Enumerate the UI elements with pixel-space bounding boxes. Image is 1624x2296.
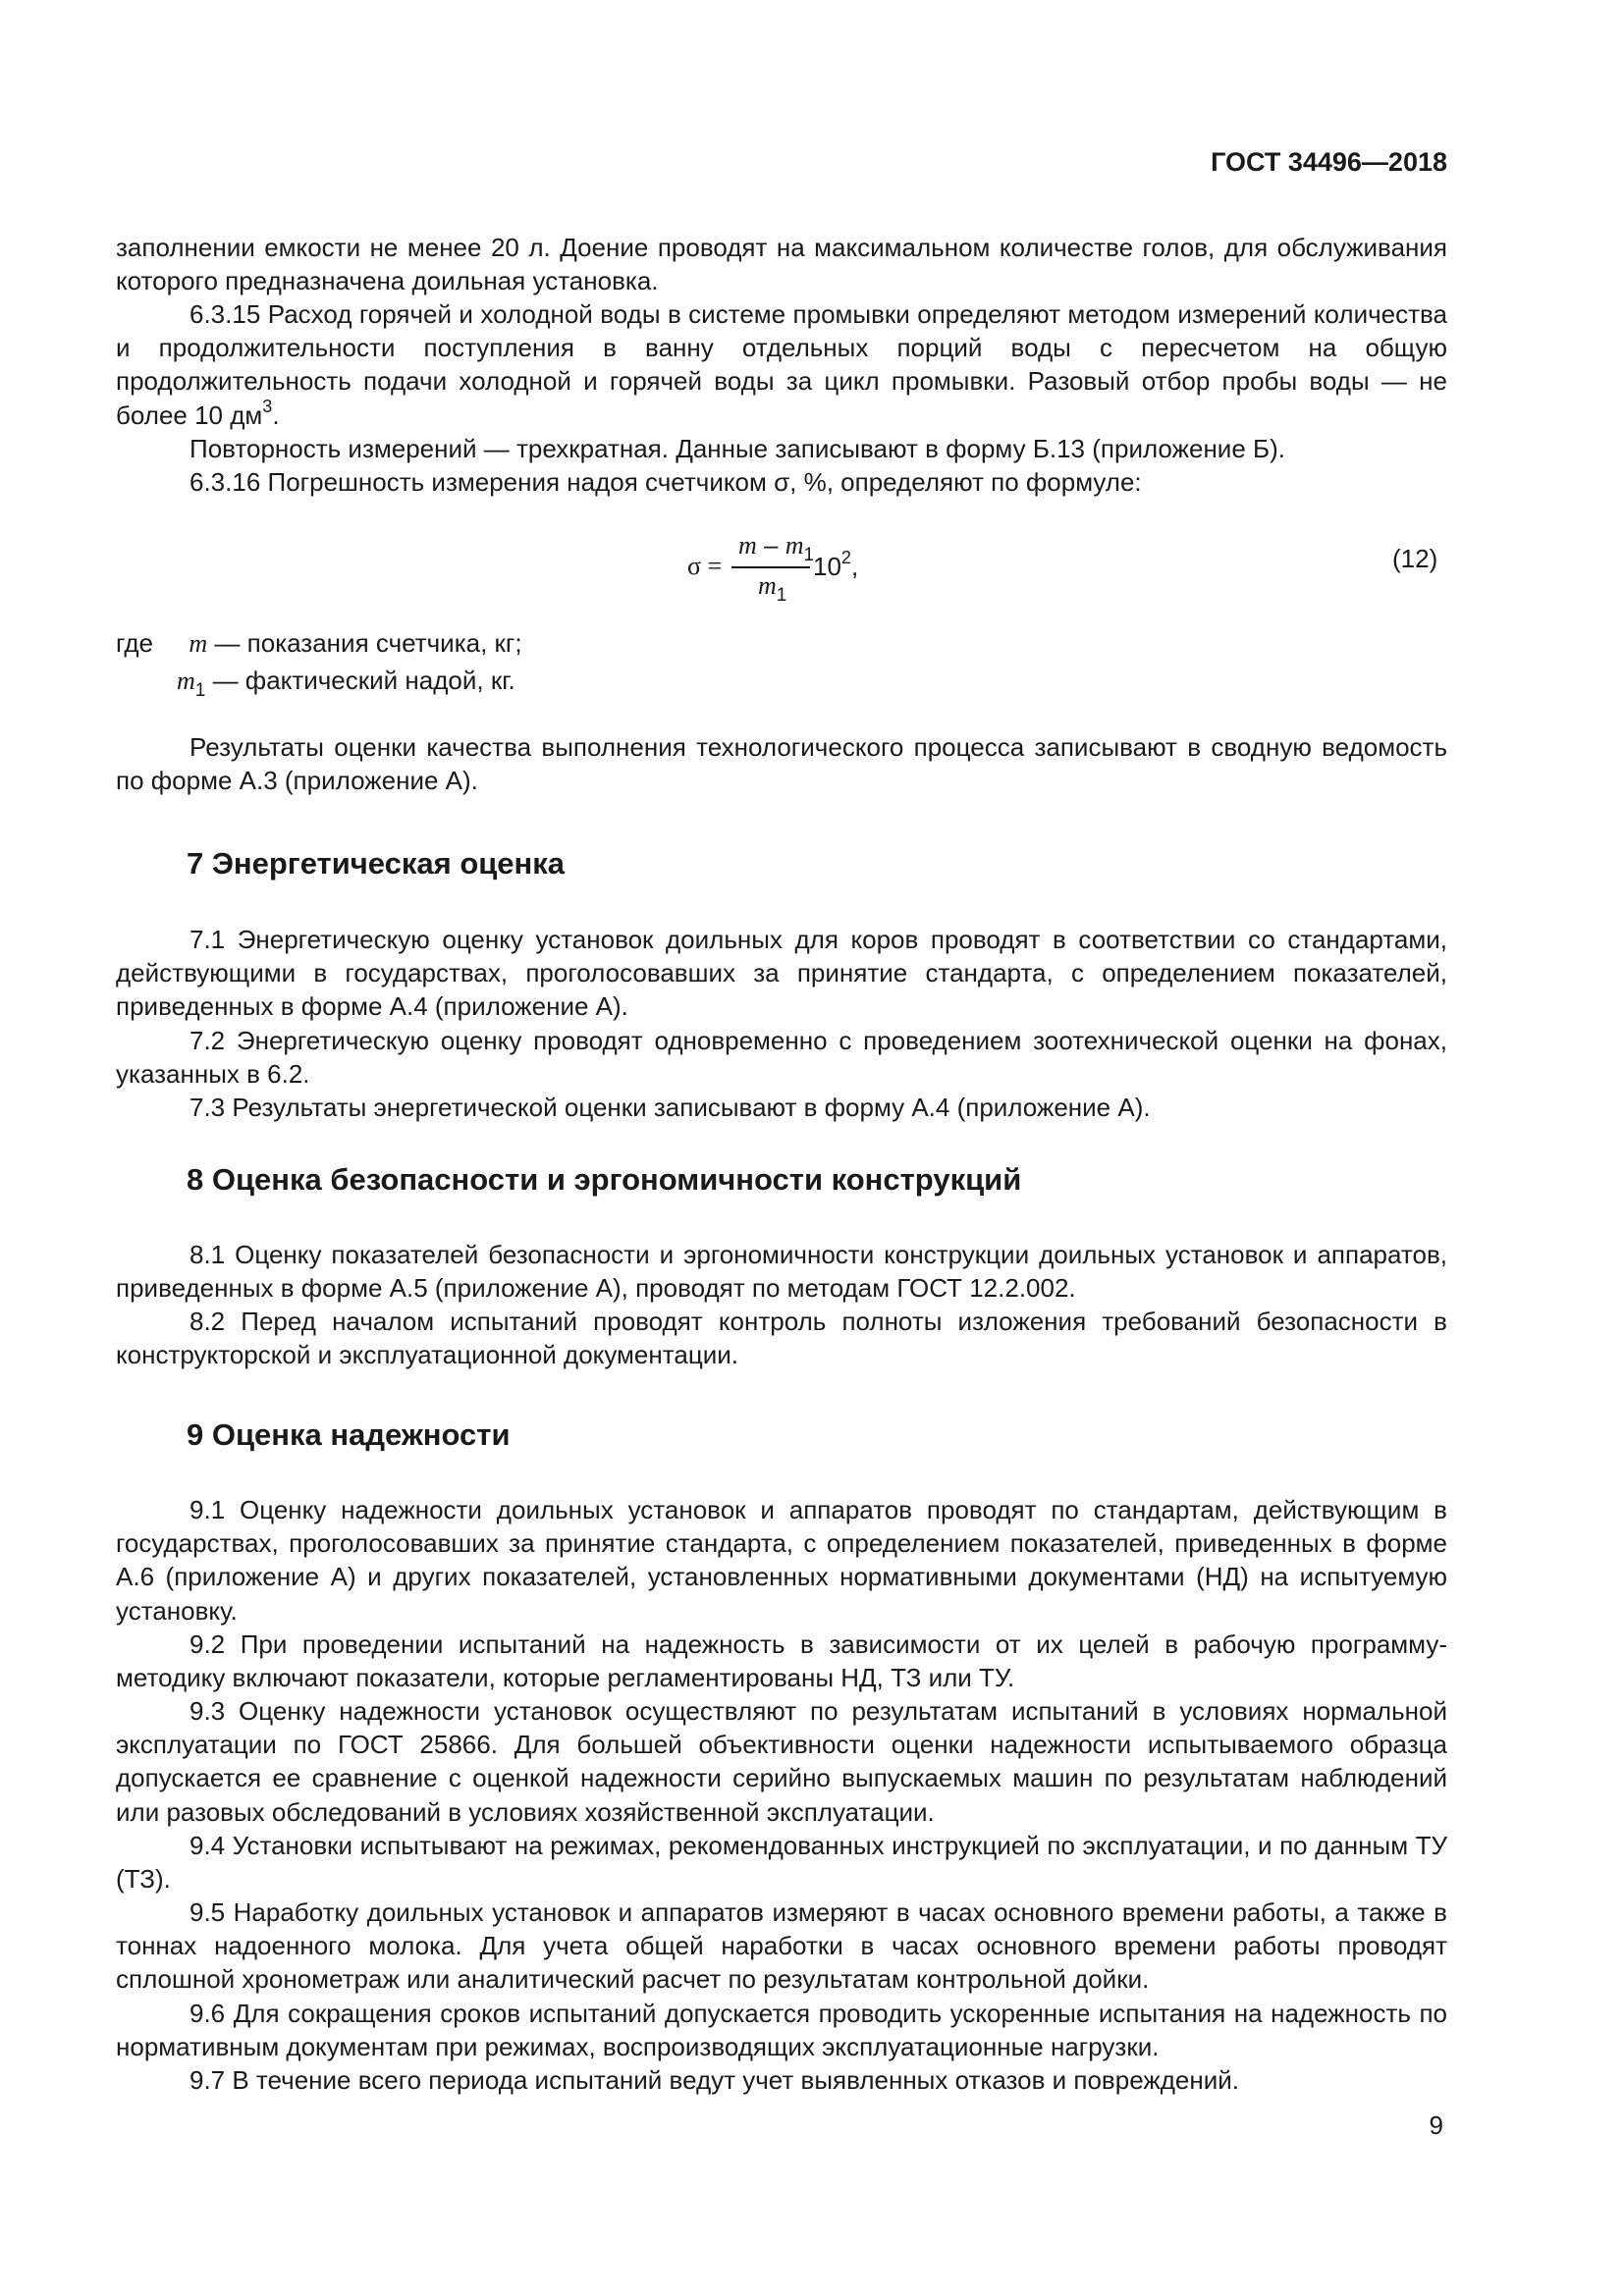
formula-number: (12) bbox=[1392, 544, 1438, 573]
paragraph-8-1: 8.1 Оценку показателей безопасности и эргономичности конструкции доильных установок и аппаратов, приведенных в форме А.5 (приложение А), проводят по методам ГОСТ 12.2.002. bbox=[116, 1240, 1447, 1304]
document-code-header: ГОСТ 34496—2018 bbox=[1211, 147, 1447, 177]
paragraph-6-3-16: 6.3.16 Погрешность измерения надоя счетчиком σ, %, определяют по формуле: bbox=[189, 467, 1142, 497]
where-line-1 bbox=[116, 626, 522, 661]
formula-num-minus: – bbox=[756, 530, 785, 560]
formula-factor-base: 10 bbox=[813, 552, 841, 581]
paragraph-intro: заполнении емкости не менее 20 л. Доение проводят на максимальном количестве голов, для обслуживания которого предназначена доильная установка. bbox=[116, 233, 1447, 296]
paragraph-8-2: 8.2 Перед началом испытаний проводят контроль полноты изложения требований безопасности в конструкторской и эксплуатационной документации. bbox=[116, 1307, 1447, 1370]
formula-12 bbox=[687, 530, 943, 609]
formula-lhs: σ = bbox=[687, 552, 723, 580]
formula-den-sub: 1 bbox=[776, 585, 787, 606]
paragraph-9-7: 9.7 В течение всего периода испытаний ведут учет выявленных отказов и повреждений. bbox=[189, 2065, 1240, 2095]
where-m-var: m bbox=[189, 629, 208, 658]
formula-numerator bbox=[738, 530, 815, 565]
where-m1-sub: 1 bbox=[194, 680, 206, 701]
formula-denominator bbox=[758, 570, 787, 606]
paragraph-7-1: 7.1 Энергетическую оценку установок доильных для коров проводят в соответствии со стандартами, действующими в государствах, проголосовавших за принятие стандарта, с определением показателей, приведенных в форме А.4 (приложение А). bbox=[116, 925, 1447, 1022]
paragraph-9-4: 9.4 Установки испытывают на режимах, рекомендованных инструкцией по эксплуатации, и по данным ТУ (ТЗ). bbox=[116, 1831, 1447, 1895]
formula-num-sub: 1 bbox=[803, 545, 815, 565]
paragraph-6-3-15 bbox=[116, 297, 1447, 435]
formula-trail: , bbox=[850, 552, 859, 581]
where-line-2 bbox=[177, 664, 515, 701]
section-8-title: 8 Оценка безопасности и эргономичности конструкций bbox=[187, 1162, 1022, 1197]
paragraph-9-3: 9.3 Оценку надежности установок осуществляют по результатам испытаний в условиях нормальной эксплуатации по ГОСТ 25866. Для большей объективности оценки надежности испытываемого образца допускается ее сравнение с оценкой надежности серийно выпускаемых машин по результатам наблюдений или разовых обследований в условиях хозяйственной эксплуатации. bbox=[116, 1696, 1447, 1827]
formula-num-var: m bbox=[738, 531, 757, 560]
where-m1-var: m bbox=[177, 667, 195, 695]
paragraph-9-6: 9.6 Для сокращения сроков испытаний допускается проводить ускоренные испытания на надежность по нормативным документам при режимах, воспроизводящих эксплуатационные нагрузки. bbox=[116, 1999, 1447, 2062]
formula-factor bbox=[813, 548, 859, 582]
paragraph-9-5: 9.5 Наработку доильных установок и аппаратов измеряют в часах основного времени работы, а также в тоннах надоенного молока. Для учета общей наработки в часах основного времени работы проводят сплошной хронометраж или аналитический расчет по результатам контрольной дойки. bbox=[116, 1897, 1447, 1995]
paragraph-7-3: 7.3 Результаты энергетической оценки записывают в форму А.4 (приложение А). bbox=[189, 1093, 1151, 1122]
fraction-line bbox=[731, 566, 810, 568]
where-m1-desc: — фактический надой, кг. bbox=[205, 666, 515, 695]
formula-den-var: m bbox=[758, 571, 777, 600]
paragraph-7-2: 7.2 Энергетическую оценку проводят одновременно с проведением зоотехнической оценки на фонах, указанных в 6.2. bbox=[116, 1026, 1447, 1090]
section-9-title: 9 Оценка надежности bbox=[187, 1417, 511, 1452]
paragraph-6-3-15-end: . bbox=[272, 400, 280, 430]
formula-num-var2: m bbox=[785, 531, 804, 560]
paragraph-results: Результаты оценки качества выполнения технологического процесса записывают в сводную ведомость по форме А.3 (приложение А). bbox=[116, 732, 1447, 796]
where-m-desc: — показания счетчика, кг; bbox=[207, 628, 522, 658]
paragraph-6-3-15-text: 6.3.15 Расход горячей и холодной воды в системе промывки определяют методом измерений количества и продолжительности поступления в ванну отдельных порций воды с пересчетом на общую продолжительность подачи холодной и горячей воды за цикл промывки. Разовый отбор пробы воды — не более 10 дм bbox=[116, 299, 1447, 430]
paragraph-9-2: 9.2 При проведении испытаний на надежность в зависимости от их целей в рабочую программу-методику включают показатели, которые регламентированы НД, ТЗ или ТУ. bbox=[116, 1629, 1447, 1693]
section-7-title: 7 Энергетическая оценка bbox=[187, 846, 566, 881]
paragraph-9-1: 9.1 Оценку надежности доильных установок и аппаратов проводят по стандартам, действующим в государствах, проголосовавших за принятие стандарта, с определением показателей, приведенных в форме А.6 (приложение А) и других показателей, установленных нормативными документами (НД) на испытуемую установку. bbox=[116, 1495, 1447, 1626]
where-word: где bbox=[116, 628, 153, 658]
paragraph-repeat: Повторность измерений — трехкратная. Данные записывают в форму Б.13 (приложение Б). bbox=[189, 434, 1285, 463]
page-number: 9 bbox=[1429, 2110, 1443, 2140]
formula-factor-sup: 2 bbox=[840, 548, 851, 567]
paragraph-6-3-15-superscript: 3 bbox=[262, 396, 273, 416]
